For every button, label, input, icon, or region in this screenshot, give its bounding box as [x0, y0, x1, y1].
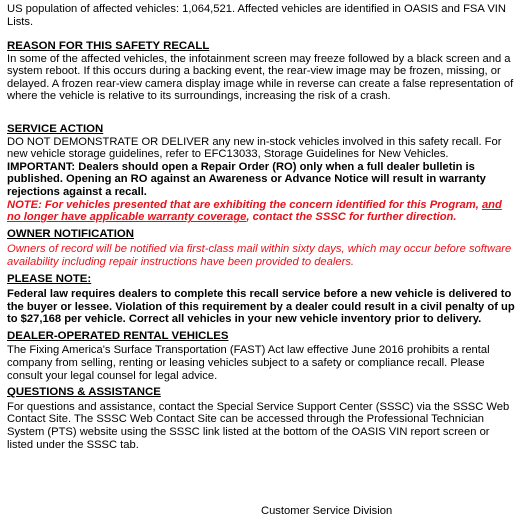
rental-body: The Fixing America's Surface Transportation (FAST) Act law effective June 2016 prohibits a rental company from selling, renting or leasing vehicles subject to a safety or compliance recall. Please consult your legal counsel for legal advice.: [7, 344, 490, 382]
service-important: IMPORTANT: Dealers should open a Repair Order (RO) only when a full dealer bulletin is published. Opening an RO against an Awareness or Advance Notice will result in warranty rejections against a recall.: [7, 160, 486, 198]
signature: Customer Service Division: [261, 505, 393, 517]
intro-text: US population of affected vehicles: 1,064,521. Affected vehicles are identified in OASIS and FSA VIN Lists.: [7, 3, 506, 28]
owner-heading: OWNER NOTIFICATION: [7, 227, 134, 240]
rental-heading: DEALER-OPERATED RENTAL VEHICLES: [7, 329, 229, 342]
please-note-heading: PLEASE NOTE:: [7, 272, 92, 285]
service-heading: SERVICE ACTION: [7, 122, 104, 135]
note-suffix: , contact the SSSC for further direction.: [246, 211, 457, 224]
questions-heading: QUESTIONS & ASSISTANCE: [7, 386, 161, 399]
document-page: [7, 3, 517, 451]
note-prefix: NOTE: For vehicles presented that are exhibiting the concern identified for this Program,: [7, 198, 482, 211]
service-note: [7, 199, 517, 224]
note-underlined: and no longer have applicable warranty coverage: [7, 198, 502, 224]
owner-body: Owners of record will be notified via first-class mail within sixty days, which may occur before software availability including repair instructions have been provided to dealers.: [7, 243, 512, 268]
questions-body: For questions and assistance, contact the Special Service Support Center (SSSC) via the SSSC Web Contact Site. The SSSC Web Contact Site can be accessed through the Professional Technician System (PTS) website using the SSSC link listed at the bottom of the OASIS VIN report screen or listed under the SSSC tab.: [7, 400, 510, 451]
please-note-body: Federal law requires dealers to complete this recall service before a new vehicle is delivered to the buyer or lessee. Violation of this requirement by a dealer could result in a civil penalty of up to $27,168 per vehicle. Correct all vehicles in your new vehicle inventory prior to delivery.: [7, 288, 515, 326]
reason-heading: REASON FOR THIS SAFETY RECALL: [7, 40, 210, 52]
reason-body: In some of the affected vehicles, the infotainment screen may freeze followed by a black screen and a system reboot. If this occurs during a backing event, the rear-view image may be frozen, missing, or delayed. A frozen rear-view camera display image while in reverse can create a false representation of where the vehicle is relative to its surroundings, increasing the risk of a crash.: [7, 52, 514, 103]
service-body: DO NOT DEMONSTRATE OR DELIVER any new in-stock vehicles involved in this safety recall. For new vehicle storage guidelines, refer to EFC13033, Storage Guidelines for New Vehicles.: [7, 135, 502, 161]
